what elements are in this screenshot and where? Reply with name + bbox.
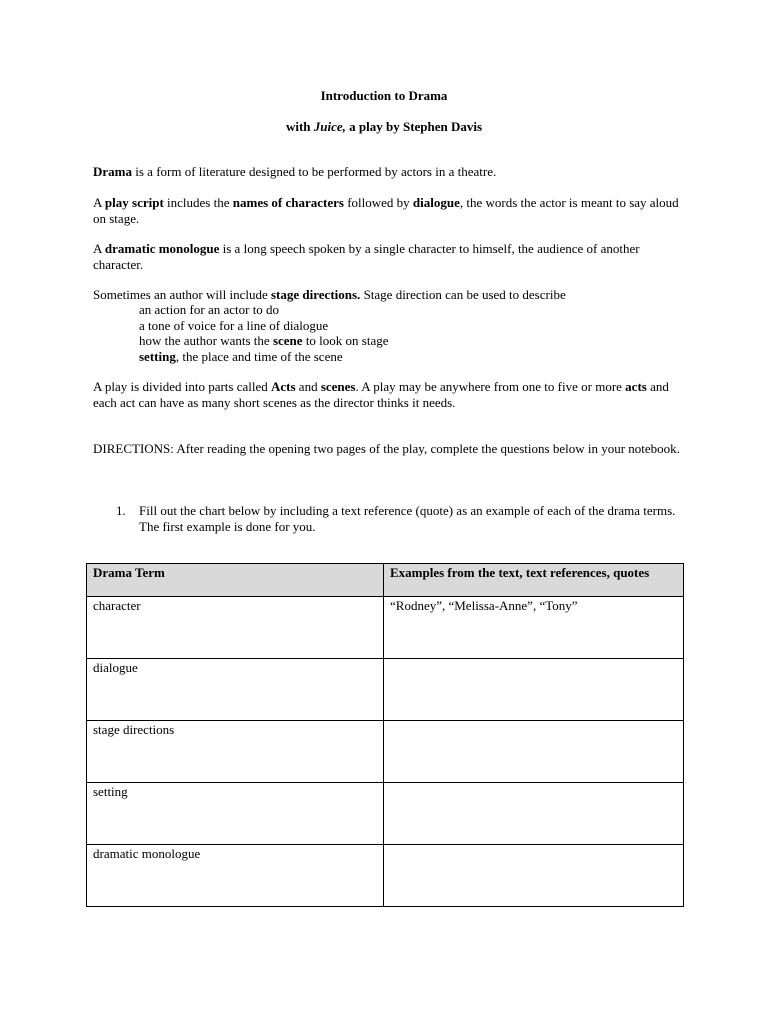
- question-text: Fill out the chart below by including a text reference (quote) as an example of each of the drama terms. The first example is done for you.: [139, 503, 676, 534]
- indent-line: [139, 349, 343, 365]
- term-stage-directions: stage directions.: [271, 287, 361, 302]
- table-row: [87, 659, 684, 721]
- paragraph-stage-directions: [93, 287, 683, 303]
- paragraph-monologue: [93, 241, 683, 272]
- text: and: [295, 379, 321, 394]
- indent-line: a tone of voice for a line of dialogue: [139, 318, 329, 333]
- directions-paragraph: DIRECTIONS: After reading the opening two pages of the play, complete the questions below in your notebook.: [93, 441, 680, 456]
- page-subtitle: [0, 119, 768, 135]
- text: includes the: [163, 195, 233, 210]
- term-drama: Drama: [93, 164, 132, 179]
- example-cell[interactable]: [384, 659, 684, 721]
- text: how the author wants the: [139, 333, 273, 348]
- play-title: Juice,: [313, 119, 346, 134]
- text: , the place and time of the scene: [175, 349, 343, 364]
- indent-line: an action for an actor to do: [139, 302, 280, 317]
- text: A: [93, 241, 105, 256]
- term-scene: scene: [272, 333, 303, 348]
- text: Stage direction can be used to describe: [360, 287, 566, 302]
- example-cell[interactable]: “Rodney”, “Melissa-Anne”, “Tony”: [384, 597, 684, 659]
- subtitle-pre: with: [285, 119, 314, 134]
- table-header-row: [87, 564, 684, 597]
- term-play-script: play script: [104, 195, 164, 210]
- example-cell[interactable]: [384, 845, 684, 907]
- term-cell: dramatic monologue: [87, 845, 384, 907]
- term-cell: character: [87, 597, 384, 659]
- paragraph-drama: [93, 164, 683, 180]
- text: . A play may be anywhere from one to five or more: [355, 379, 626, 394]
- table-row: [87, 845, 684, 907]
- column-header-examples: Examples from the text, text references, quotes: [384, 564, 684, 597]
- question-number: 1.: [116, 503, 126, 518]
- text: followed by: [343, 195, 413, 210]
- term-dialogue: dialogue: [412, 195, 460, 210]
- column-header-term: Drama Term: [87, 564, 384, 597]
- paragraph-play-script: [93, 195, 683, 226]
- text: , the words the actor is meant to say aloud on stage.: [93, 195, 679, 226]
- term-setting: setting: [139, 349, 176, 364]
- table-row: [87, 721, 684, 783]
- term-scenes: scenes: [320, 379, 356, 394]
- page-title: Introduction to Drama: [320, 88, 448, 103]
- text: A play is divided into parts called: [93, 379, 271, 394]
- subtitle-post: a play by Stephen Davis: [345, 119, 483, 134]
- table-row: [87, 783, 684, 845]
- paragraph-acts-scenes: [93, 379, 683, 410]
- text: is a form of literature designed to be performed by actors in a theatre.: [132, 164, 497, 179]
- term-cell: dialogue: [87, 659, 384, 721]
- text: A: [93, 195, 105, 210]
- term-acts: Acts: [271, 379, 296, 394]
- term-names-of-characters: names of characters: [232, 195, 344, 210]
- text: and each act can have as many short scenes as the director thinks it needs.: [93, 379, 669, 410]
- table-row: [87, 597, 684, 659]
- term-dramatic-monologue: dramatic monologue: [104, 241, 220, 256]
- example-cell[interactable]: [384, 721, 684, 783]
- drama-terms-table: [86, 563, 684, 907]
- term-acts-lower: acts: [625, 379, 647, 394]
- text: is a long speech spoken by a single character to himself, the audience of another character.: [93, 241, 640, 272]
- text: to look on stage: [302, 333, 389, 348]
- term-cell: stage directions: [87, 721, 384, 783]
- text: Sometimes an author will include: [93, 287, 271, 302]
- example-cell[interactable]: [384, 783, 684, 845]
- indent-line: [139, 333, 389, 349]
- term-cell: setting: [87, 783, 384, 845]
